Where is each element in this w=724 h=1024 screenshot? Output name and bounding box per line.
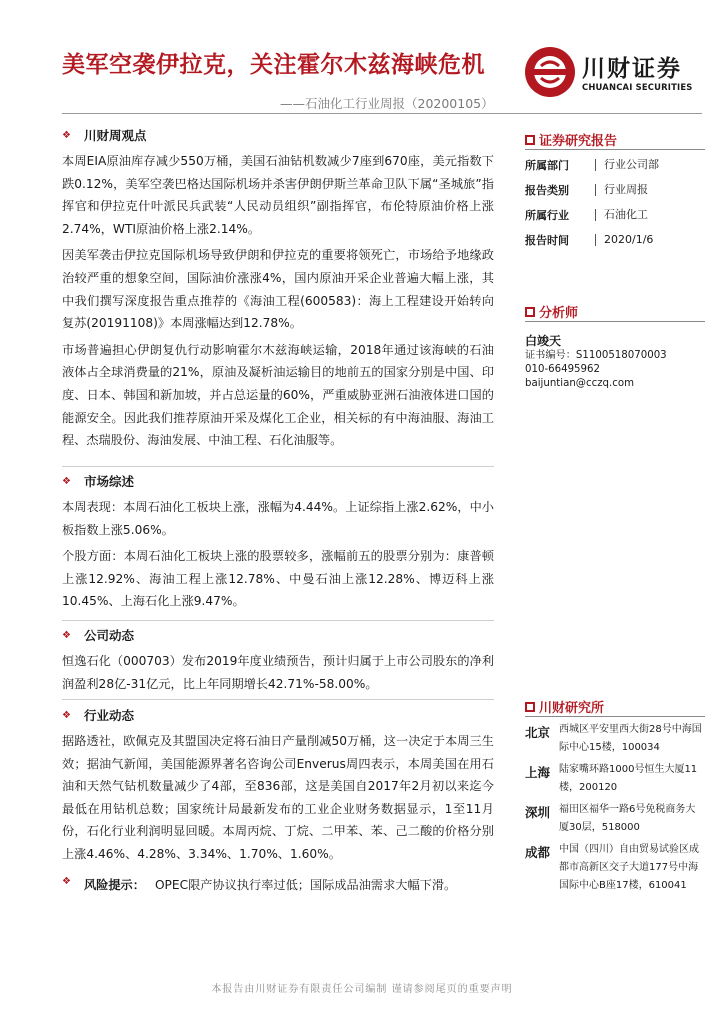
analyst-phone: 010-66495962: [525, 364, 600, 375]
report-subtitle: ——石油化工行业周报（20200105）: [280, 96, 494, 111]
office-address: 西城区平安里西大街28号中海国际中心15楼，100034: [559, 724, 702, 753]
sidebar-report-info: [525, 130, 705, 252]
section-divider: [62, 466, 494, 467]
section-risk: [62, 876, 494, 893]
section-marker-icon: [525, 135, 535, 145]
sidebar-analyst: [525, 302, 705, 391]
diamond-bullet-icon: ❖: [62, 709, 71, 721]
office-beijing: [525, 721, 705, 757]
section-marker-icon: [525, 307, 535, 317]
section-market: [62, 472, 494, 617]
analyst-name: 白竣天: [525, 334, 562, 348]
paragraph: 因美军袭击伊拉克国际机场导致伊朗和伊拉克的重要将领死亡，市场给予地缘政治较严重的想象空间，国际油价涨涨4%，国内原油开采企业普遍大幅上涨，其中我们撰写深度报告重点推荐的《海油工程(600583)：海上工程建设开始转向复苏(20191108)》本周涨幅达到12.78%。: [62, 248, 494, 331]
sidebar-institute: [525, 697, 705, 895]
office-address: 福田区福华一路6号免税商务大厦30层，518000: [559, 804, 696, 833]
info-row: [525, 202, 705, 227]
logo-english-name: CHUANCAI SECURITIES: [582, 82, 693, 92]
office-city: 北京: [525, 725, 551, 740]
analyst-email[interactable]: baijuntian@cczq.com: [525, 378, 635, 389]
section-industry: [62, 706, 494, 870]
info-row: [525, 177, 705, 202]
info-key: 所属行业: [525, 208, 569, 222]
office-shanghai: [525, 761, 705, 797]
paragraph: 本周EIA原油库存减少550万桶，美国石油钻机数减少7座到670座，美元指数下跌0.12%，美军空袭巴格达国际机场并杀害伊朗伊斯兰革命卫队下属“圣城旅”指挥官和伊拉克什叶派民兵武装“人民动员组织”副指挥官，布伦特原油价格上涨2.74%，WTI原油价格上涨2.14%。: [62, 154, 494, 236]
analyst-cert: 证书编号：S1100518070003: [525, 350, 667, 361]
paragraph: 据路透社，欧佩克及其盟国决定将石油日产量削减50万桶，这一决定于本周三生效；据油气新闻，美国能源界著名咨询公司Enverus周四表示，本周美国在用石油和天然气钻机数量减少了4部，至836部，这是美国自2017年2月初以来迄今最低在用钻机总数；国家统计局最新发布的工业企业财务数据显示，1至11月份，石化行业利润明显回暖。本周丙烷、丁烷、二甲苯、苯、己二酸的价格分别上涨4.46%、4.28%、3.34%、1.70%、1.60%。: [62, 734, 494, 861]
office-city: 成都: [525, 845, 551, 860]
info-value: 石油化工: [595, 209, 648, 221]
diamond-bullet-icon: ❖: [62, 129, 71, 141]
company-logo: [524, 46, 694, 98]
info-row: [525, 227, 705, 252]
office-city: 上海: [525, 765, 551, 780]
paragraph: 恒逸石化（000703）发布2019年度业绩预告，预计归属于上市公司股东的净利润盈利28亿-31亿元，比上年同期增长42.71%-58.00%。: [62, 654, 494, 691]
section-company: [62, 626, 494, 699]
info-key: 报告类别: [525, 183, 569, 197]
diamond-bullet-icon: ❖: [62, 475, 71, 487]
risk-text: OPEC限产协议执行率过低；国际成品油需求大幅下滑。: [154, 878, 457, 892]
page-footer: 本报告由川财证券有限责任公司编制 谨请参阅尾页的重要声明: [211, 984, 513, 995]
diamond-bullet-icon: ❖: [62, 629, 71, 641]
paragraph: 本周表现：本周石油化工板块上涨，涨幅为4.44%。上证综指上涨2.62%，中小板指数上涨5.06%。: [62, 500, 494, 537]
logo-chinese-name: 川财证券: [582, 56, 682, 82]
chuancai-logo-icon: [524, 46, 576, 98]
info-value: 2020/1/6: [595, 234, 653, 246]
sidebar-heading: 川财研究所: [539, 701, 605, 716]
section-title: 市场综述: [84, 474, 135, 489]
paragraph: 个股方面：本周石油化工板块上涨的股票较多，涨幅前五的股票分别为：康普顿上涨12.92%、海油工程上涨12.78%、中曼石油上涨12.28%、博迈科上涨10.45%、上海石化上涨9.47%。: [62, 549, 494, 609]
section-marker-icon: [525, 702, 535, 712]
office-shenzhen: [525, 801, 705, 837]
office-chengdu: [525, 841, 705, 895]
diamond-bullet-icon: ❖: [62, 876, 71, 887]
header-divider: [62, 113, 702, 114]
section-title: 行业动态: [84, 708, 135, 723]
section-title: 公司动态: [84, 628, 135, 643]
office-address: 中国（四川）自由贸易试验区成都市高新区交子大道177号中海国际中心B座17楼，610041: [559, 844, 699, 891]
section-divider: [62, 620, 494, 621]
info-value: 行业周报: [595, 184, 648, 196]
sidebar-heading: 证券研究报告: [539, 134, 618, 149]
paragraph: 市场普遍担心伊朗复仇行动影响霍尔木兹海峡运输，2018年通过该海峡的石油液体占全球消费量的21%，原油及凝析油运输目的地前五的国家分别是中国、印度、日本、韩国和新加坡，并占总运量的60%，严重威胁亚洲石油液体进口国的能源安全。因此我们推荐原油开采及煤化工企业，相关标的有中海油服、海油工程、杰瑞股份、海油发展、中油工程、石化油服等。: [62, 342, 494, 448]
info-key: 报告时间: [525, 233, 569, 247]
office-address: 陆家嘴环路1000号恒生大厦11楼，200120: [559, 764, 698, 793]
risk-label: 风险提示：: [84, 878, 145, 892]
info-key: 所属部门: [525, 158, 569, 172]
section-divider: [62, 699, 494, 700]
office-city: 深圳: [525, 805, 551, 820]
section-view: [62, 126, 494, 456]
section-title: 川财周观点: [84, 128, 147, 143]
info-row: [525, 152, 705, 177]
report-title: 美军空袭伊拉克，关注霍尔木兹海峡危机: [62, 52, 485, 78]
sidebar-heading: 分析师: [539, 306, 579, 321]
info-value: 行业公司部: [595, 159, 659, 171]
